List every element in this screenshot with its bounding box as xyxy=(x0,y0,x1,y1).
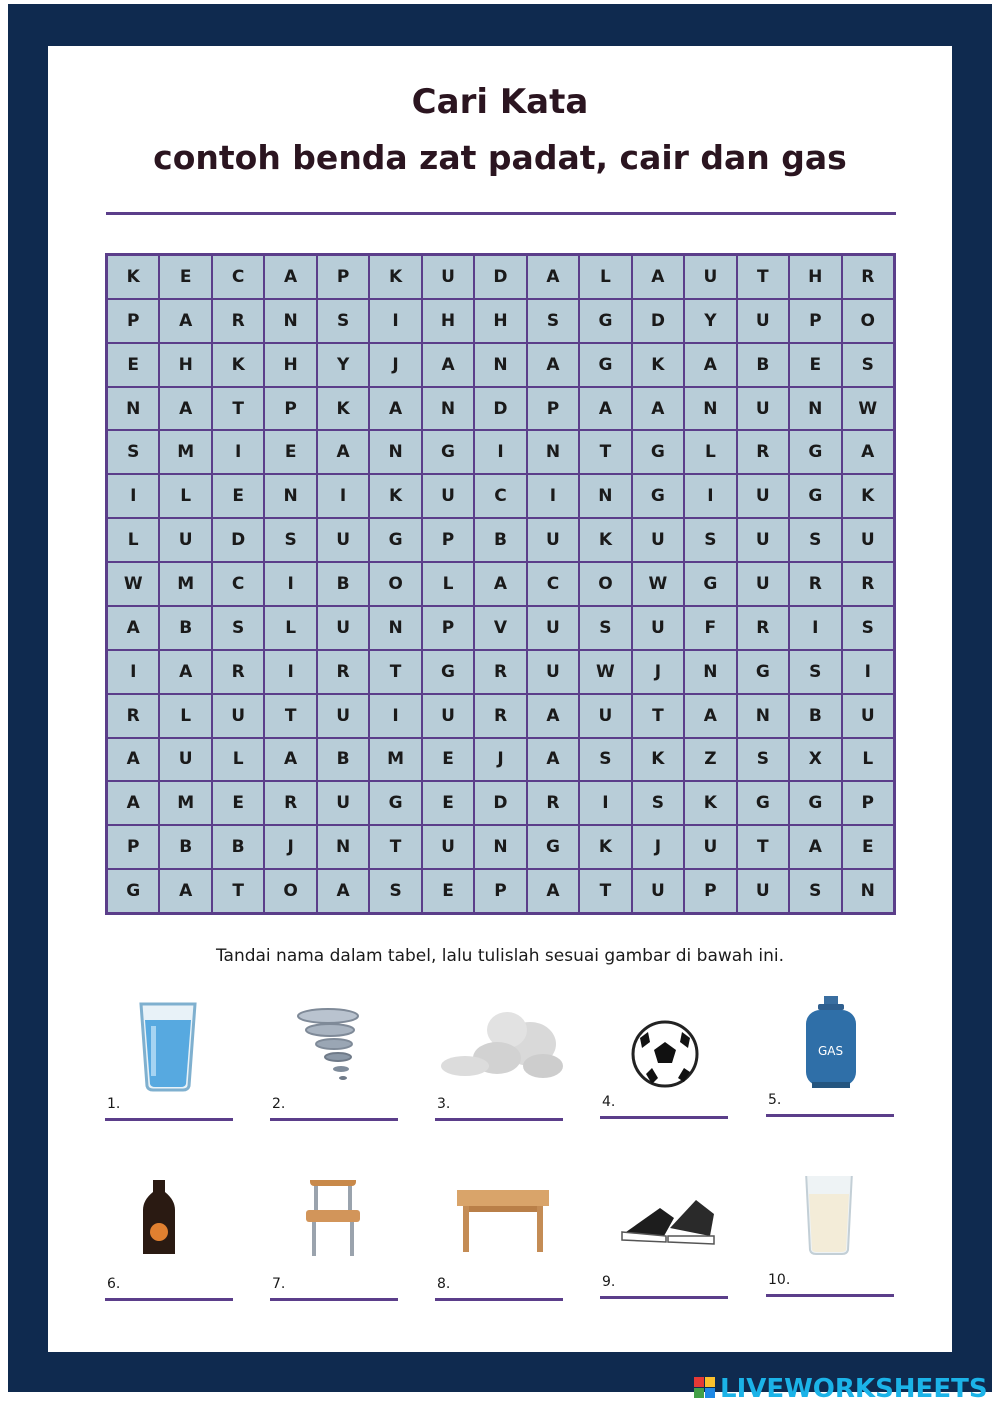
answer-line-4[interactable] xyxy=(600,1116,728,1119)
grid-cell[interactable]: S xyxy=(789,650,841,694)
grid-cell[interactable]: I xyxy=(579,781,631,825)
grid-cell[interactable]: S xyxy=(527,299,579,343)
grid-cell[interactable]: K xyxy=(107,255,159,299)
grid-cell[interactable]: U xyxy=(317,518,369,562)
grid-cell[interactable]: U xyxy=(317,606,369,650)
grid-cell[interactable]: R xyxy=(842,562,894,606)
grid-cell[interactable]: D xyxy=(474,255,526,299)
item-number: 2. xyxy=(272,1096,286,1112)
item-9 xyxy=(600,1178,730,1308)
grid-cell[interactable]: G xyxy=(579,343,631,387)
grid-cell[interactable]: E xyxy=(107,343,159,387)
grid-cell[interactable]: A xyxy=(527,738,579,782)
grid-cell[interactable]: U xyxy=(737,387,789,431)
grid-cell[interactable]: A xyxy=(527,255,579,299)
grid-cell[interactable]: Z xyxy=(684,738,736,782)
grid-cell[interactable]: T xyxy=(212,869,264,913)
grid-cell[interactable]: S xyxy=(212,606,264,650)
answer-line-6[interactable] xyxy=(105,1298,233,1301)
grid-cell[interactable]: I xyxy=(264,650,316,694)
grid-cell[interactable]: G xyxy=(579,299,631,343)
grid-cell[interactable]: I xyxy=(107,650,159,694)
grid-cell[interactable]: A xyxy=(789,825,841,869)
grid-cell[interactable]: A xyxy=(264,255,316,299)
grid-cell[interactable]: A xyxy=(317,869,369,913)
table-icon xyxy=(435,1180,565,1276)
grid-cell[interactable]: U xyxy=(684,825,736,869)
answer-line-3[interactable] xyxy=(435,1118,563,1121)
grid-cell[interactable]: A xyxy=(684,694,736,738)
grid-cell[interactable]: D xyxy=(212,518,264,562)
grid-cell[interactable]: N xyxy=(264,474,316,518)
grid-cell[interactable]: E xyxy=(212,781,264,825)
item-1 xyxy=(105,1000,235,1130)
page-subtitle: contoh benda zat padat, cair dan gas xyxy=(153,138,847,177)
grid-cell[interactable]: K xyxy=(842,474,894,518)
grid-cell[interactable]: A xyxy=(527,343,579,387)
grid-cell[interactable]: U xyxy=(842,518,894,562)
grid-cell[interactable]: C xyxy=(474,474,526,518)
grid-cell[interactable]: A xyxy=(684,343,736,387)
grid-cell[interactable]: L xyxy=(579,255,631,299)
grid-cell[interactable]: A xyxy=(159,650,211,694)
grid-cell[interactable]: W xyxy=(107,562,159,606)
grid-cell[interactable]: J xyxy=(264,825,316,869)
grid-cell[interactable]: K xyxy=(684,781,736,825)
grid-cell[interactable]: U xyxy=(422,474,474,518)
answer-line-8[interactable] xyxy=(435,1298,563,1301)
grid-cell[interactable]: J xyxy=(369,343,421,387)
grid-cell[interactable]: U xyxy=(527,606,579,650)
item-number: 9. xyxy=(602,1274,616,1290)
grid-cell[interactable]: M xyxy=(159,562,211,606)
grid-cell[interactable]: L xyxy=(684,430,736,474)
grid-cell[interactable]: O xyxy=(264,869,316,913)
grid-cell[interactable]: N xyxy=(684,650,736,694)
grid-cell[interactable]: T xyxy=(579,430,631,474)
grid-cell[interactable]: U xyxy=(317,781,369,825)
grid-cell[interactable]: A xyxy=(842,430,894,474)
grid-cell[interactable]: C xyxy=(212,562,264,606)
grid-cell[interactable]: L xyxy=(212,738,264,782)
grid-cell[interactable]: O xyxy=(579,562,631,606)
grid-cell[interactable]: N xyxy=(684,387,736,431)
grid-cell[interactable]: A xyxy=(474,562,526,606)
grid-cell[interactable]: R xyxy=(527,781,579,825)
grid-cell[interactable]: S xyxy=(107,430,159,474)
grid-cell[interactable]: P xyxy=(789,299,841,343)
grid-cell[interactable]: X xyxy=(789,738,841,782)
grid-cell[interactable]: K xyxy=(632,343,684,387)
grid-cell[interactable]: P xyxy=(527,387,579,431)
grid-cell[interactable]: H xyxy=(789,255,841,299)
grid-cell[interactable]: R xyxy=(474,650,526,694)
grid-cell[interactable]: R xyxy=(474,694,526,738)
item-4 xyxy=(600,998,730,1128)
grid-cell[interactable]: N xyxy=(369,606,421,650)
grid-cell[interactable]: B xyxy=(317,738,369,782)
grid-cell[interactable]: L xyxy=(159,474,211,518)
grid-cell[interactable]: M xyxy=(159,781,211,825)
liveworksheets-logo: LIVEWORKSHEETS xyxy=(720,1374,988,1404)
grid-cell[interactable]: G xyxy=(789,474,841,518)
grid-cell[interactable]: U xyxy=(737,299,789,343)
item-3 xyxy=(435,1000,565,1130)
soy-sauce-bottle-icon xyxy=(105,1180,235,1276)
grid-cell[interactable]: N xyxy=(264,299,316,343)
grid-cell[interactable]: M xyxy=(369,738,421,782)
grid-cell[interactable]: T xyxy=(632,694,684,738)
grid-cell[interactable]: E xyxy=(422,869,474,913)
glass-of-milk-icon xyxy=(766,1176,896,1272)
grid-cell[interactable]: I xyxy=(369,694,421,738)
grid-cell[interactable]: D xyxy=(632,299,684,343)
item-7 xyxy=(270,1180,400,1310)
grid-cell[interactable]: Y xyxy=(317,343,369,387)
grid-cell[interactable]: W xyxy=(632,562,684,606)
item-number: 3. xyxy=(437,1096,451,1112)
grid-cell[interactable]: I xyxy=(474,430,526,474)
gas-label: GAS xyxy=(818,1044,844,1058)
grid-cell[interactable]: K xyxy=(317,387,369,431)
grid-cell[interactable]: H xyxy=(474,299,526,343)
grid-cell[interactable]: G xyxy=(737,650,789,694)
soccer-ball-icon xyxy=(600,998,730,1094)
grid-cell[interactable]: L xyxy=(264,606,316,650)
grid-cell[interactable]: U xyxy=(737,869,789,913)
grid-cell[interactable]: B xyxy=(212,825,264,869)
grid-cell[interactable]: D xyxy=(474,781,526,825)
grid-cell[interactable]: T xyxy=(737,255,789,299)
grid-cell[interactable]: S xyxy=(842,343,894,387)
grid-cell[interactable]: U xyxy=(212,694,264,738)
item-number: 10. xyxy=(768,1272,791,1288)
grid-cell[interactable]: P xyxy=(684,869,736,913)
smoke-cloud-icon xyxy=(435,1000,565,1096)
grid-cell[interactable]: U xyxy=(317,694,369,738)
grid-cell[interactable]: P xyxy=(264,387,316,431)
grid-cell[interactable]: S xyxy=(317,299,369,343)
grid-cell[interactable]: U xyxy=(632,518,684,562)
grid-cell[interactable]: L xyxy=(842,738,894,782)
chair-icon xyxy=(270,1180,400,1276)
grid-cell[interactable]: A xyxy=(159,299,211,343)
item-number: 6. xyxy=(107,1276,121,1292)
grid-cell[interactable]: L xyxy=(422,562,474,606)
grid-cell[interactable]: C xyxy=(527,562,579,606)
answer-line-1[interactable] xyxy=(105,1118,233,1121)
page-title: Cari Kata xyxy=(411,82,589,122)
grid-cell[interactable]: R xyxy=(737,606,789,650)
grid-cell[interactable]: V xyxy=(474,606,526,650)
grid-cell[interactable]: N xyxy=(737,694,789,738)
grid-cell[interactable]: S xyxy=(369,869,421,913)
grid-cell[interactable]: G xyxy=(369,781,421,825)
grid-cell[interactable]: U xyxy=(527,650,579,694)
grid-cell[interactable]: S xyxy=(579,606,631,650)
answer-line-5[interactable] xyxy=(766,1114,894,1117)
grid-cell[interactable]: I xyxy=(317,474,369,518)
grid-cell[interactable]: H xyxy=(264,343,316,387)
grid-cell[interactable]: H xyxy=(422,299,474,343)
grid-cell[interactable]: E xyxy=(422,781,474,825)
grid-cell[interactable]: A xyxy=(317,430,369,474)
grid-cell[interactable]: U xyxy=(737,474,789,518)
grid-cell[interactable]: J xyxy=(474,738,526,782)
title-divider xyxy=(106,212,896,215)
grid-cell[interactable]: P xyxy=(474,869,526,913)
answer-line-7[interactable] xyxy=(270,1298,398,1301)
grid-cell[interactable]: A xyxy=(107,606,159,650)
grid-cell[interactable]: L xyxy=(107,518,159,562)
grid-cell[interactable]: N xyxy=(579,474,631,518)
grid-cell[interactable]: W xyxy=(579,650,631,694)
grid-cell[interactable]: Y xyxy=(684,299,736,343)
grid-cell[interactable]: G xyxy=(632,474,684,518)
grid-cell[interactable]: E xyxy=(789,343,841,387)
grid-cell[interactable]: J xyxy=(632,650,684,694)
item-number: 8. xyxy=(437,1276,451,1292)
item-number: 1. xyxy=(107,1096,121,1112)
grid-cell[interactable]: K xyxy=(579,518,631,562)
grid-cell[interactable]: U xyxy=(422,255,474,299)
item-2 xyxy=(270,1000,400,1130)
grid-cell[interactable]: A xyxy=(527,694,579,738)
item-number: 5. xyxy=(768,1092,782,1108)
grid-cell[interactable]: R xyxy=(789,562,841,606)
grid-cell[interactable]: E xyxy=(422,738,474,782)
grid-cell[interactable]: F xyxy=(684,606,736,650)
grid-cell[interactable]: J xyxy=(632,825,684,869)
grid-cell[interactable]: K xyxy=(212,343,264,387)
grid-cell[interactable]: A xyxy=(159,869,211,913)
grid-cell[interactable]: U xyxy=(632,869,684,913)
grid-cell[interactable]: B xyxy=(159,825,211,869)
grid-cell[interactable]: S xyxy=(789,518,841,562)
grid-cell[interactable]: D xyxy=(474,387,526,431)
grid-cell[interactable]: A xyxy=(159,387,211,431)
grid-cell[interactable]: S xyxy=(632,781,684,825)
grid-cell[interactable]: P xyxy=(107,825,159,869)
grid-cell[interactable]: P xyxy=(422,518,474,562)
grid-cell[interactable]: E xyxy=(159,255,211,299)
item-10 xyxy=(766,1176,896,1306)
grid-cell[interactable]: P xyxy=(422,606,474,650)
grid-cell[interactable]: I xyxy=(842,650,894,694)
grid-cell[interactable]: A xyxy=(107,738,159,782)
grid-cell[interactable]: S xyxy=(264,518,316,562)
grid-cell[interactable]: A xyxy=(527,869,579,913)
grid-cell[interactable]: R xyxy=(317,650,369,694)
grid-cell[interactable]: T xyxy=(579,869,631,913)
grid-cell[interactable]: E xyxy=(264,430,316,474)
grid-cell[interactable]: O xyxy=(369,562,421,606)
grid-cell[interactable]: K xyxy=(369,474,421,518)
grid-cell[interactable]: G xyxy=(422,650,474,694)
grid-cell[interactable]: G xyxy=(789,781,841,825)
grid-cell[interactable]: S xyxy=(684,518,736,562)
grid-cell[interactable]: B xyxy=(474,518,526,562)
grid-cell[interactable]: G xyxy=(527,825,579,869)
grid-cell[interactable]: N xyxy=(317,825,369,869)
grid-cell[interactable]: N xyxy=(369,430,421,474)
grid-cell[interactable]: K xyxy=(369,255,421,299)
grid-cell[interactable]: P xyxy=(107,299,159,343)
grid-cell[interactable]: T xyxy=(212,387,264,431)
grid-cell[interactable]: I xyxy=(107,474,159,518)
grid-cell[interactable]: N xyxy=(422,387,474,431)
grid-cell[interactable]: A xyxy=(264,738,316,782)
grid-cell[interactable]: B xyxy=(737,343,789,387)
liveworksheets-badge-icon xyxy=(694,1377,716,1399)
grid-cell[interactable]: U xyxy=(422,694,474,738)
grid-cell[interactable]: U xyxy=(737,518,789,562)
grid-cell[interactable]: H xyxy=(159,343,211,387)
grid-cell[interactable]: U xyxy=(527,518,579,562)
grid-cell[interactable]: B xyxy=(317,562,369,606)
grid-cell[interactable]: G xyxy=(369,518,421,562)
grid-cell[interactable]: A xyxy=(369,387,421,431)
grid-cell[interactable]: M xyxy=(159,430,211,474)
grid-cell[interactable]: G xyxy=(684,562,736,606)
grid-cell[interactable]: P xyxy=(842,781,894,825)
grid-cell[interactable]: T xyxy=(737,825,789,869)
grid-cell[interactable]: T xyxy=(369,650,421,694)
grid-cell[interactable]: U xyxy=(842,694,894,738)
grid-cell[interactable]: A xyxy=(632,255,684,299)
grid-cell[interactable]: I xyxy=(684,474,736,518)
grid-cell[interactable]: C xyxy=(212,255,264,299)
grid-cell[interactable]: U xyxy=(579,694,631,738)
grid-cell[interactable]: B xyxy=(789,694,841,738)
grid-cell[interactable]: U xyxy=(737,562,789,606)
grid-cell[interactable]: I xyxy=(369,299,421,343)
grid-cell[interactable]: S xyxy=(842,606,894,650)
answer-line-2[interactable] xyxy=(270,1118,398,1121)
grid-cell[interactable]: R xyxy=(212,650,264,694)
grid-cell[interactable]: T xyxy=(264,694,316,738)
word-search-grid[interactable] xyxy=(105,253,896,915)
grid-cell[interactable]: K xyxy=(632,738,684,782)
grid-cell[interactable]: T xyxy=(369,825,421,869)
grid-cell[interactable]: U xyxy=(159,738,211,782)
grid-cell[interactable]: S xyxy=(789,869,841,913)
grid-cell[interactable]: R xyxy=(842,255,894,299)
grid-cell[interactable]: N xyxy=(474,343,526,387)
grid-cell[interactable]: U xyxy=(422,825,474,869)
answer-line-9[interactable] xyxy=(600,1296,728,1299)
grid-cell[interactable]: N xyxy=(527,430,579,474)
grid-cell[interactable]: I xyxy=(212,430,264,474)
grid-cell[interactable]: U xyxy=(632,606,684,650)
grid-cell[interactable]: G xyxy=(789,430,841,474)
grid-cell[interactable]: R xyxy=(212,299,264,343)
item-number: 4. xyxy=(602,1094,616,1110)
grid-cell[interactable]: G xyxy=(632,430,684,474)
grid-cell[interactable]: R xyxy=(737,430,789,474)
answer-line-10[interactable] xyxy=(766,1294,894,1297)
grid-cell[interactable]: A xyxy=(107,781,159,825)
grid-cell[interactable]: E xyxy=(212,474,264,518)
grid-cell[interactable]: R xyxy=(107,694,159,738)
grid-cell[interactable]: P xyxy=(317,255,369,299)
grid-cell[interactable]: S xyxy=(579,738,631,782)
grid-cell[interactable]: A xyxy=(579,387,631,431)
glass-of-water-icon xyxy=(105,1000,235,1096)
gas-cylinder-icon xyxy=(766,996,896,1092)
grid-cell[interactable]: K xyxy=(579,825,631,869)
item-6 xyxy=(105,1180,235,1310)
grid-cell[interactable]: I xyxy=(789,606,841,650)
grid-cell[interactable]: B xyxy=(159,606,211,650)
grid-cell[interactable]: I xyxy=(264,562,316,606)
grid-cell[interactable]: G xyxy=(422,430,474,474)
grid-cell[interactable]: R xyxy=(264,781,316,825)
item-number: 7. xyxy=(272,1276,286,1292)
grid-cell[interactable]: N xyxy=(789,387,841,431)
grid-cell[interactable]: A xyxy=(422,343,474,387)
grid-cell[interactable]: G xyxy=(107,869,159,913)
item-5 xyxy=(766,996,896,1126)
grid-cell[interactable]: A xyxy=(632,387,684,431)
item-8 xyxy=(435,1180,565,1310)
grid-cell[interactable]: W xyxy=(842,387,894,431)
grid-cell[interactable]: I xyxy=(527,474,579,518)
grid-cell[interactable]: G xyxy=(737,781,789,825)
grid-cell[interactable]: L xyxy=(159,694,211,738)
grid-cell[interactable]: U xyxy=(684,255,736,299)
instruction-text: Tandai nama dalam tabel, lalu tulislah sesuai gambar di bawah ini. xyxy=(215,946,785,966)
sneakers-icon xyxy=(600,1178,730,1274)
grid-cell[interactable]: S xyxy=(737,738,789,782)
tornado-icon xyxy=(270,1000,400,1096)
grid-cell[interactable]: O xyxy=(842,299,894,343)
grid-cell[interactable]: U xyxy=(159,518,211,562)
grid-cell[interactable]: E xyxy=(842,825,894,869)
grid-cell[interactable]: N xyxy=(842,869,894,913)
grid-cell[interactable]: N xyxy=(107,387,159,431)
grid-cell[interactable]: N xyxy=(474,825,526,869)
